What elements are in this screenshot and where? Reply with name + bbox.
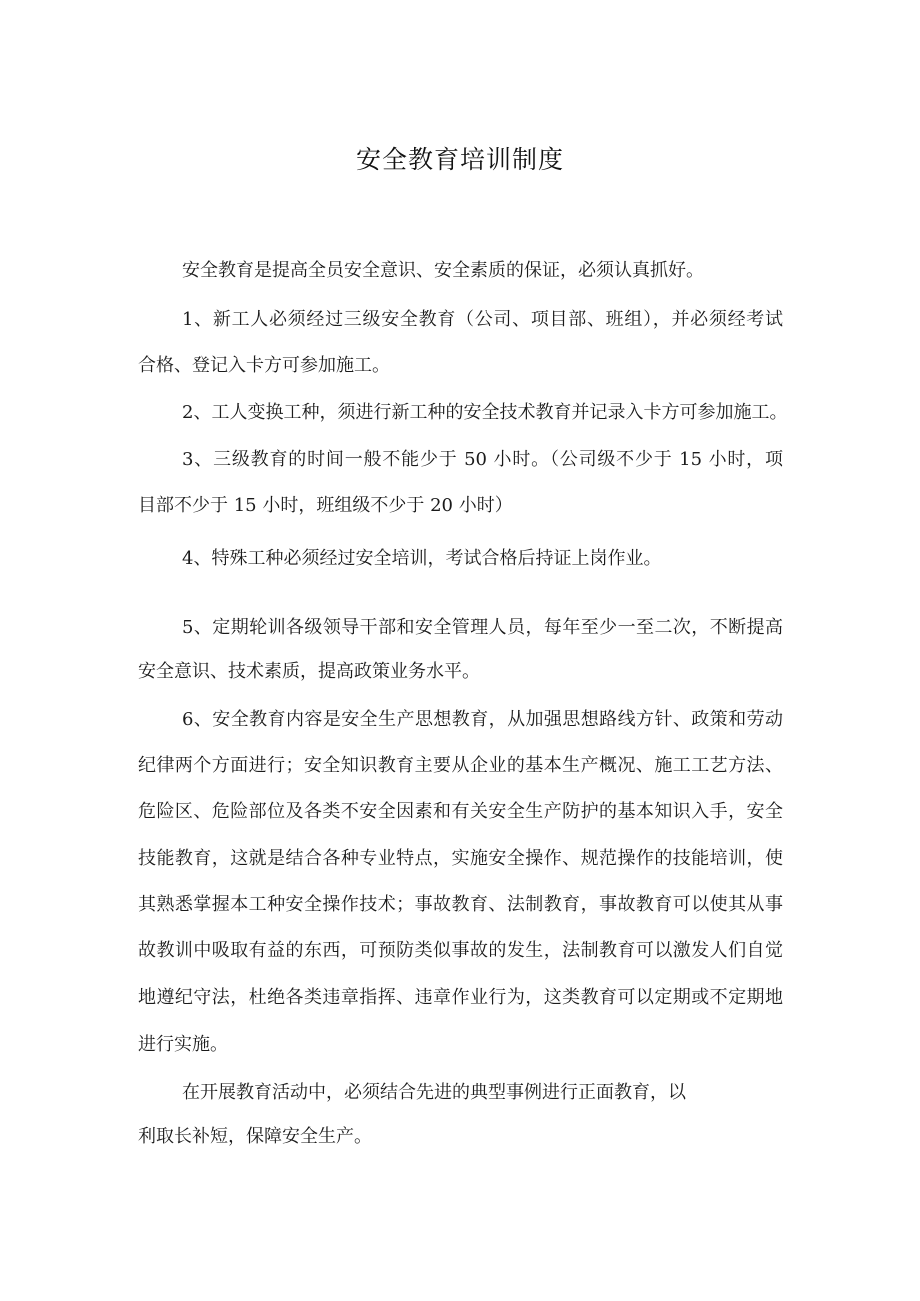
item-3-line-1: 3、三级教育的时间一般不能少于 50 小时。（公司级不少于 15 小时，项 (182, 449, 783, 470)
item-2-line-1: 2、工人变换工种，须进行新工种的安全技术教育并记录入卡方可参加施工。 (182, 402, 788, 423)
closing-line-2: 利取长补短，保障安全生产。 (138, 1126, 372, 1147)
item-6-line-3: 危险区、危险部位及各类不安全因素和有关安全生产防护的基本知识入手，安全 (138, 801, 783, 822)
item-4-line-1: 4、特殊工种必须经过安全培训，考试合格后持证上岗作业。 (182, 548, 662, 569)
item-5-line-1: 5、定期轮训各级领导干部和安全管理人员，每年至少一至二次，不断提高 (182, 617, 783, 638)
item-1-line-2: 合格、登记入卡方可参加施工。 (138, 355, 390, 376)
item-3-line-2: 目部不少于 15 小时，班组级不少于 20 小时） (138, 495, 513, 516)
item-6-line-8: 进行实施。 (138, 1034, 228, 1055)
item-5-line-2: 安全意识、技术素质，提高政策业务水平。 (138, 661, 480, 682)
item-6-line-2: 纪律两个方面进行；安全知识教育主要从企业的基本生产概况、施工工艺方法、 (138, 755, 783, 776)
item-6-line-5: 其熟悉掌握本工种安全操作技术；事故教育、法制教育，事故教育可以使其从事 (138, 894, 783, 915)
item-6-line-1: 6、安全教育内容是安全生产思想教育，从加强思想路线方针、政策和劳动 (182, 709, 783, 730)
item-6-line-4: 技能教育，这就是结合各种专业特点，实施安全操作、规范操作的技能培训，使 (138, 848, 783, 869)
closing-line-1: 在开展教育活动中，必须结合先进的典型事例进行正面教育，以 (182, 1082, 686, 1103)
intro-line: 安全教育是提高全员安全意识、安全素质的保证，必须认真抓好。 (182, 260, 704, 281)
item-1-line-1: 1、新工人必须经过三级安全教育（公司、项目部、班组），并必须经考试 (182, 309, 783, 330)
item-6-line-7: 地遵纪守法，杜绝各类违章指挥、违章作业行为，这类教育可以定期或不定期地 (138, 987, 783, 1008)
page-title: 安全教育培训制度 (355, 145, 564, 174)
item-6-line-6: 故教训中吸取有益的东西，可预防类似事故的发生，法制教育可以激发人们自觉 (138, 940, 783, 961)
